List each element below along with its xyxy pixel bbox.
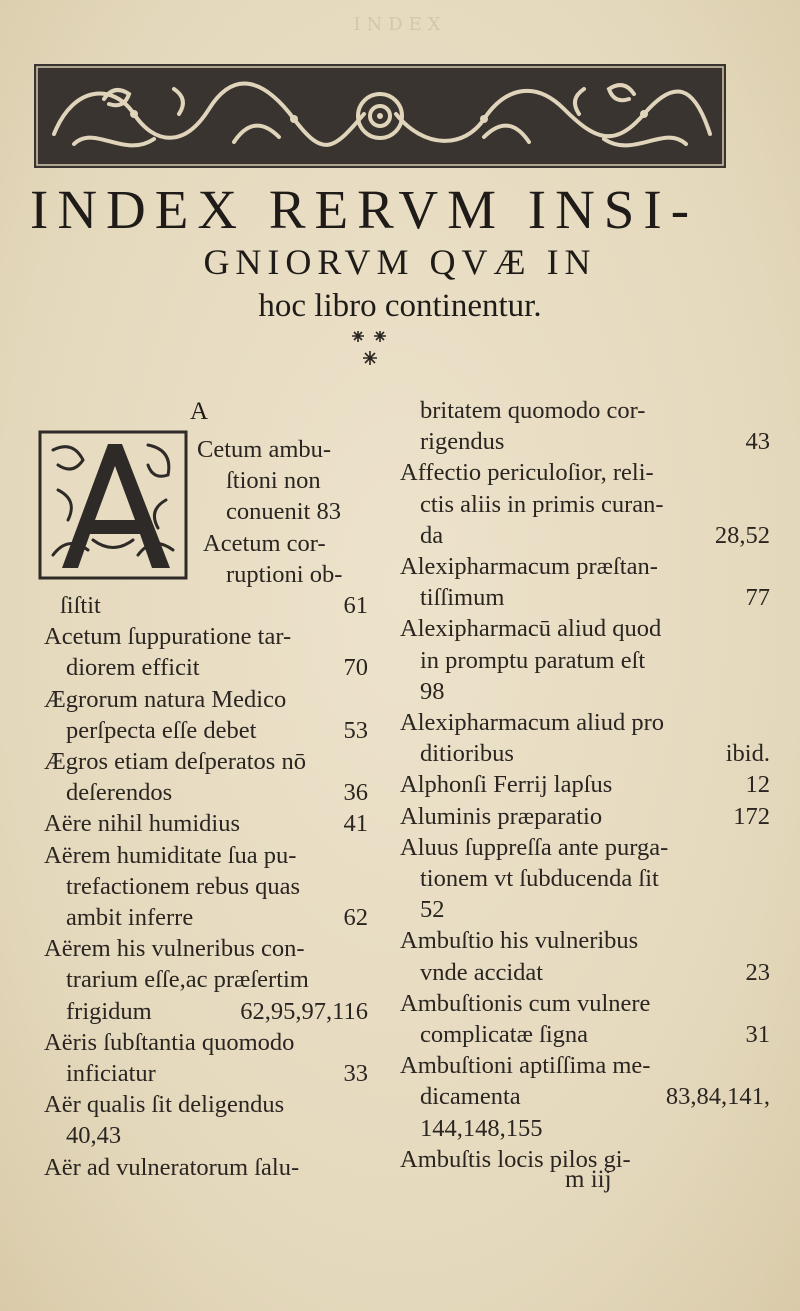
entry-text: Ambuſtioni aptiſſima me- xyxy=(400,1052,651,1080)
entry-text: Aërem humiditate ſua pu- xyxy=(44,841,297,869)
entry-text: britatem quomodo cor- xyxy=(420,397,646,424)
entry-text: rigendus xyxy=(420,428,505,456)
page-reference: 23 xyxy=(745,958,770,986)
entry-text: tionem vt ſubducenda ſit xyxy=(420,865,659,892)
entry-text: frigidum xyxy=(66,997,152,1025)
index-entry-line xyxy=(420,863,770,895)
index-entry-line xyxy=(44,808,368,840)
entry-text: ruptioni ob- xyxy=(226,560,343,588)
index-entry-line xyxy=(400,801,770,833)
entry-text: trarium eſſe,ac præſertim xyxy=(66,966,309,994)
entry-text: Cetum ambu- xyxy=(197,436,332,463)
entry-text: Aër ad vulneratorum ſalu- xyxy=(44,1153,300,1181)
entry-text: diorem efficit xyxy=(66,654,200,682)
index-entry-line xyxy=(44,1152,368,1184)
entry-text: tiſſimum xyxy=(420,584,505,612)
index-entry-line xyxy=(44,621,368,653)
index-entry-line xyxy=(66,902,368,934)
entry-text: conuenit 83 xyxy=(226,498,341,526)
asterism-stars xyxy=(340,330,400,374)
entry-text: ditioribus xyxy=(420,740,514,768)
entry-text: perſpecta eſſe debet xyxy=(66,716,257,744)
entry-text: trefactionem rebus quas xyxy=(66,872,301,900)
entry-text: Aëris ſubſtantia quomodo xyxy=(44,1028,295,1056)
index-entry-line xyxy=(420,426,770,458)
index-entry-line xyxy=(400,707,770,739)
page-reference: 62 xyxy=(343,904,368,931)
bleed-through-running-head: INDEX xyxy=(353,14,447,35)
index-entry-line xyxy=(400,551,770,583)
index-entry-line xyxy=(66,964,368,996)
entry-text: Aluus ſuppreſſa ante purga- xyxy=(400,833,669,861)
entry-text: Alexipharmacum præſtan- xyxy=(400,553,658,580)
entry-text: Ambuſtis locis pilos gi- xyxy=(400,1145,631,1173)
index-title-line-1: INDEX RERVM INSI- xyxy=(30,179,699,240)
index-entry-line xyxy=(400,1050,770,1082)
page-reference: 33 xyxy=(343,1060,368,1087)
page-reference: 70 xyxy=(343,654,368,682)
entry-text: Acetum ſuppuratione tar- xyxy=(44,623,292,651)
page-reference: 61 xyxy=(343,592,368,619)
entry-text: inficiatur xyxy=(66,1060,156,1087)
entry-text: ſtioni non xyxy=(226,467,321,495)
index-entry-line xyxy=(420,489,770,521)
decorated-initial-A xyxy=(38,430,188,580)
index-entry-line xyxy=(420,645,770,677)
page-reference: 62,95,97,116 xyxy=(240,997,368,1025)
index-entry-line xyxy=(66,1058,368,1090)
index-entry-line xyxy=(420,582,770,614)
entry-text: 98 xyxy=(420,677,445,705)
entry-text: Ambuſtio his vulneribus xyxy=(400,927,639,955)
page-reference: 77 xyxy=(745,584,770,612)
entry-text: Aër qualis ſit deligendus xyxy=(44,1091,285,1119)
index-entry-line xyxy=(420,1081,770,1113)
index-entry-line xyxy=(420,520,770,552)
entry-text: Ambuſtionis cum vulnere xyxy=(400,989,651,1017)
entry-text: Ægrorum natura Medico xyxy=(44,685,287,713)
entry-text: Alexipharmacum aliud pro xyxy=(400,709,664,736)
entry-text: dicamenta xyxy=(420,1083,521,1111)
page-reference: 172 xyxy=(733,802,770,830)
entry-text: 144,148,155 xyxy=(420,1114,543,1142)
index-entry-line xyxy=(226,465,368,497)
entry-text: deſerendos xyxy=(66,779,173,807)
index-entry-line xyxy=(420,1113,770,1145)
index-entry-line xyxy=(44,684,368,716)
page-reference: 83,84,141, xyxy=(665,1083,770,1111)
entry-text: ſiſtit xyxy=(60,592,101,619)
index-entry-line xyxy=(420,738,770,770)
entry-text: Ægros etiam deſperatos nō xyxy=(44,748,306,775)
entry-text: 40,43 xyxy=(66,1122,122,1150)
page-reference: 28,52 xyxy=(714,521,770,549)
page-reference: 53 xyxy=(343,716,368,744)
index-entry-line xyxy=(44,1089,368,1121)
entry-text: Alexipharmacū aliud quod xyxy=(400,615,662,643)
index-entry-line xyxy=(66,1120,368,1152)
page-reference: 41 xyxy=(343,810,368,838)
index-entry-line xyxy=(420,1019,770,1051)
index-entry-line xyxy=(420,957,770,989)
index-entry-line xyxy=(420,395,770,427)
index-entry-line xyxy=(44,840,368,872)
index-entry-line xyxy=(44,933,368,965)
entry-text: ctis aliis in primis curan- xyxy=(420,490,664,518)
index-entry-line xyxy=(66,871,368,903)
index-entry-line xyxy=(400,832,770,864)
page-reference: ibid. xyxy=(725,740,770,768)
entry-text: ambit inferre xyxy=(66,904,194,931)
entry-text: da xyxy=(420,521,444,549)
index-title-line-3: hoc libro continentur. xyxy=(258,288,542,324)
entry-text: Aëre nihil humidius xyxy=(44,810,240,838)
index-entry-line xyxy=(420,676,770,708)
index-entry-line xyxy=(400,769,770,801)
page-reference: 12 xyxy=(745,771,770,799)
index-entry-line xyxy=(66,715,368,747)
entry-text: in promptu paratum eſt xyxy=(420,646,646,674)
index-entry-line xyxy=(66,652,368,684)
entry-text: Affectio periculoſior, reli- xyxy=(400,459,654,487)
entry-text: complicatæ ſigna xyxy=(420,1021,589,1048)
page-reference: 43 xyxy=(745,428,770,456)
entry-text: 52 xyxy=(420,896,445,924)
entry-text: vnde accidat xyxy=(420,958,544,986)
entry-text: Aluminis præparatio xyxy=(400,802,603,830)
index-entry-line xyxy=(226,559,368,591)
index-entry-line xyxy=(420,894,770,926)
entry-text: Acetum cor- xyxy=(203,529,326,557)
index-entry-line xyxy=(197,434,368,466)
section-letter-A: A xyxy=(190,398,209,425)
index-entry-line xyxy=(44,1027,368,1059)
index-title-line-2: GNIORVM QVÆ IN xyxy=(203,242,597,282)
entry-text: Aërem his vulneribus con- xyxy=(44,935,305,963)
index-entry-line xyxy=(44,746,368,778)
page-reference: 31 xyxy=(745,1021,770,1048)
index-entry-line xyxy=(400,613,770,645)
index-entry-line xyxy=(400,925,770,957)
index-entry-line xyxy=(400,988,770,1020)
index-entry-line xyxy=(66,996,368,1028)
index-entry-line xyxy=(60,590,368,622)
index-entry-line xyxy=(400,457,770,489)
index-entry-line xyxy=(203,528,368,560)
woodcut-headpiece-ornament xyxy=(34,64,726,168)
book-page: INDEX INDEX RERVM INSI- GNIORVM QVÆ IN hoc libro continentur. A Cetum ambu- ſtioni non conuenit 83 Acetum cor- ruptioni ob- ſiſtit 61 Acetum ſuppuratione tar- diorem efficit 70 Ægrorum natura Medico perſpecta eſſe debet 53 Ægros etiam deſperatos nō deſerendos 36 Aëre nihil humidius 41 Aërem humiditate ſua pu- trefactionem rebus quas ambit inferre 62 Aërem his vulneribus con- trarium eſſe,ac præſertim frigidum 62,95,97,116 Aëris ſubſtantia quomodo inficiatur 33 Aër qualis ſit deligendus 40,43 Aër ad vulneratorum ſalu- britatem quomodo cor- rigendus 43 Affectio periculoſior, reli- ctis aliis in primis curan- da 28,52 Alexipharmacum præſtan- tiſſimum 77 Alexipharmacū aliud quod in promptu paratum eſt 98 Alexipharmacum aliud pro ditioribus ibid. Alphonſi Ferrij lapſus 12 Aluminis præparatio 172 Aluus ſuppreſſa ante purga- tionem vt ſubducenda ſit 52 Ambuſtio his vulneribus vnde accidat 23 Ambuſtionis cum vulnere complicatæ ſigna 31 Ambuſtioni aptiſſima me- dicamenta 83,84,141, 144,148,155 Ambuſtis locis pilos gi- m iij xyxy=(0,0,800,1311)
page-reference: 36 xyxy=(343,779,368,807)
index-entry-line xyxy=(226,496,368,528)
index-entry-line xyxy=(66,777,368,809)
entry-text: Alphonſi Ferrij lapſus xyxy=(400,771,613,799)
